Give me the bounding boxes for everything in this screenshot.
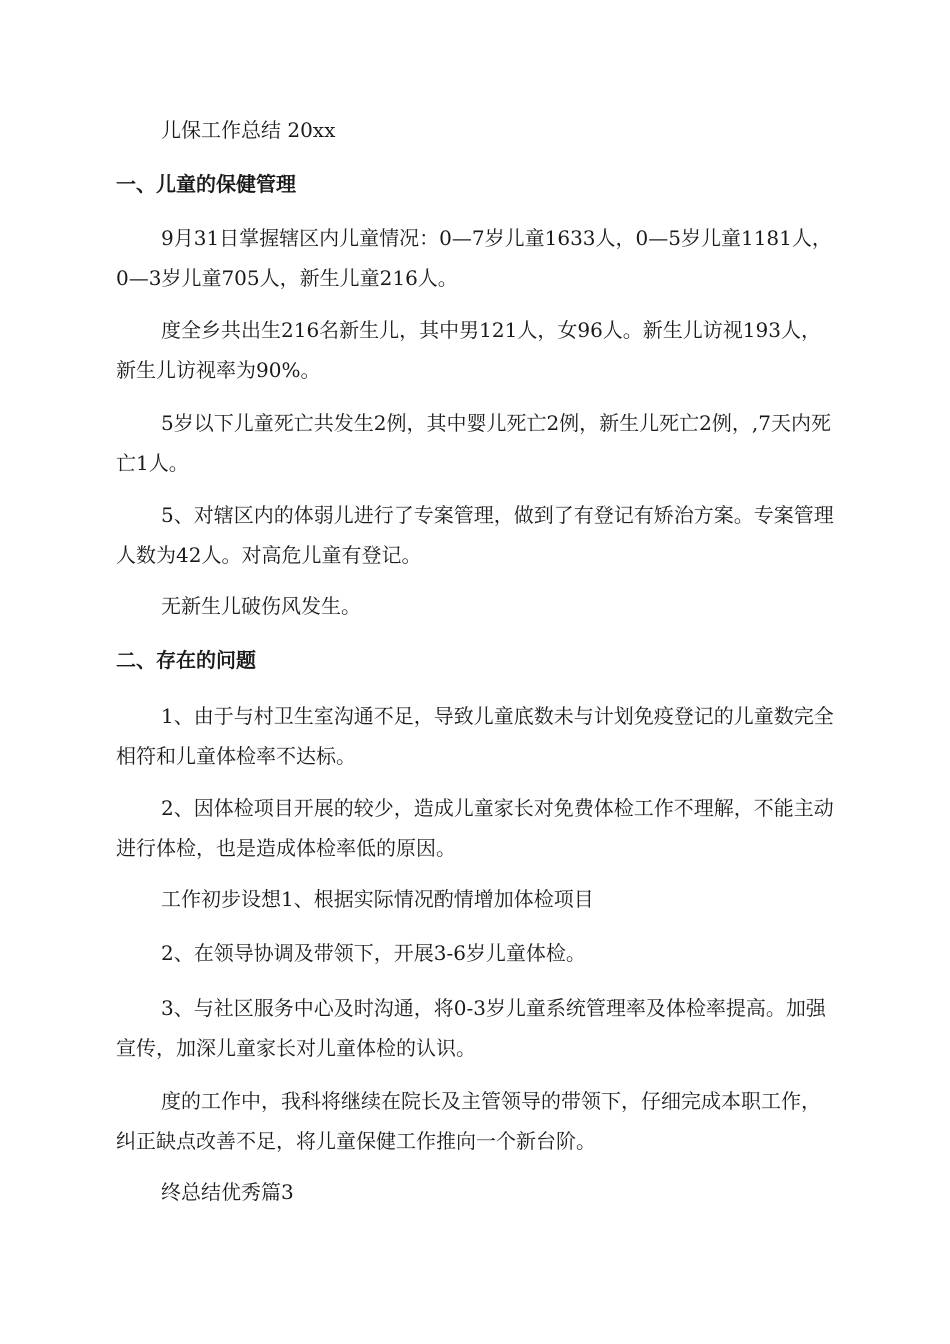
document-title: 儿保工作总结 20xx — [161, 118, 336, 142]
paragraph-newborn-births: 度全乡共出生216名新生儿，其中男121人，女96人。新生儿访视193人，新生儿访视率为90%。 — [116, 318, 821, 382]
paragraph-child-deaths: 5岁以下儿童死亡共发生2例，其中婴儿死亡2例，新生儿死亡2例，,7天内死亡1人。 — [116, 411, 831, 475]
paragraph-plan-2: 2、在领导协调及带领下，开展3-6岁儿童体检。 — [161, 941, 586, 965]
section-heading-child-health: 一、儿童的保健管理 — [116, 172, 296, 196]
paragraph-future-work: 度的工作中，我科将继续在院长及主管领导的带领下，仔细完成本职工作，纠正缺点改善不足，将儿童保健工作推向一个新台阶。 — [116, 1089, 821, 1153]
paragraph-special-management: 5、对辖区内的体弱儿进行了专案管理，做到了有登记有矫治方案。专案管理人数为42人。对高危儿童有登记。 — [116, 503, 834, 567]
paragraph-next-section-title: 终总结优秀篇3 — [161, 1180, 294, 1204]
paragraph-no-tetanus: 无新生儿破伤风发生。 — [161, 594, 361, 618]
paragraph-problem-1: 1、由于与村卫生室沟通不足，导致儿童底数未与计划免疫登记的儿童数完全相符和儿童体检率不达标。 — [116, 704, 834, 768]
paragraph-plan-1: 工作初步设想1、根据实际情况酌情增加体检项目 — [161, 887, 594, 911]
paragraph-problem-2: 2、因体检项目开展的较少，造成儿童家长对免费体检工作不理解，不能主动进行体检，也是造成体检率低的原因。 — [116, 796, 834, 860]
section-heading-problems: 二、存在的问题 — [116, 648, 256, 672]
paragraph-child-statistics: 9月31日掌握辖区内儿童情况：0—7岁儿童1633人，0—5岁儿童1181人，0—3岁儿童705人，新生儿童216人。 — [116, 226, 832, 290]
paragraph-plan-3: 3、与社区服务中心及时沟通，将0-3岁儿童系统管理率及体检率提高。加强宣传，加深儿童家长对儿童体检的认识。 — [116, 996, 826, 1060]
